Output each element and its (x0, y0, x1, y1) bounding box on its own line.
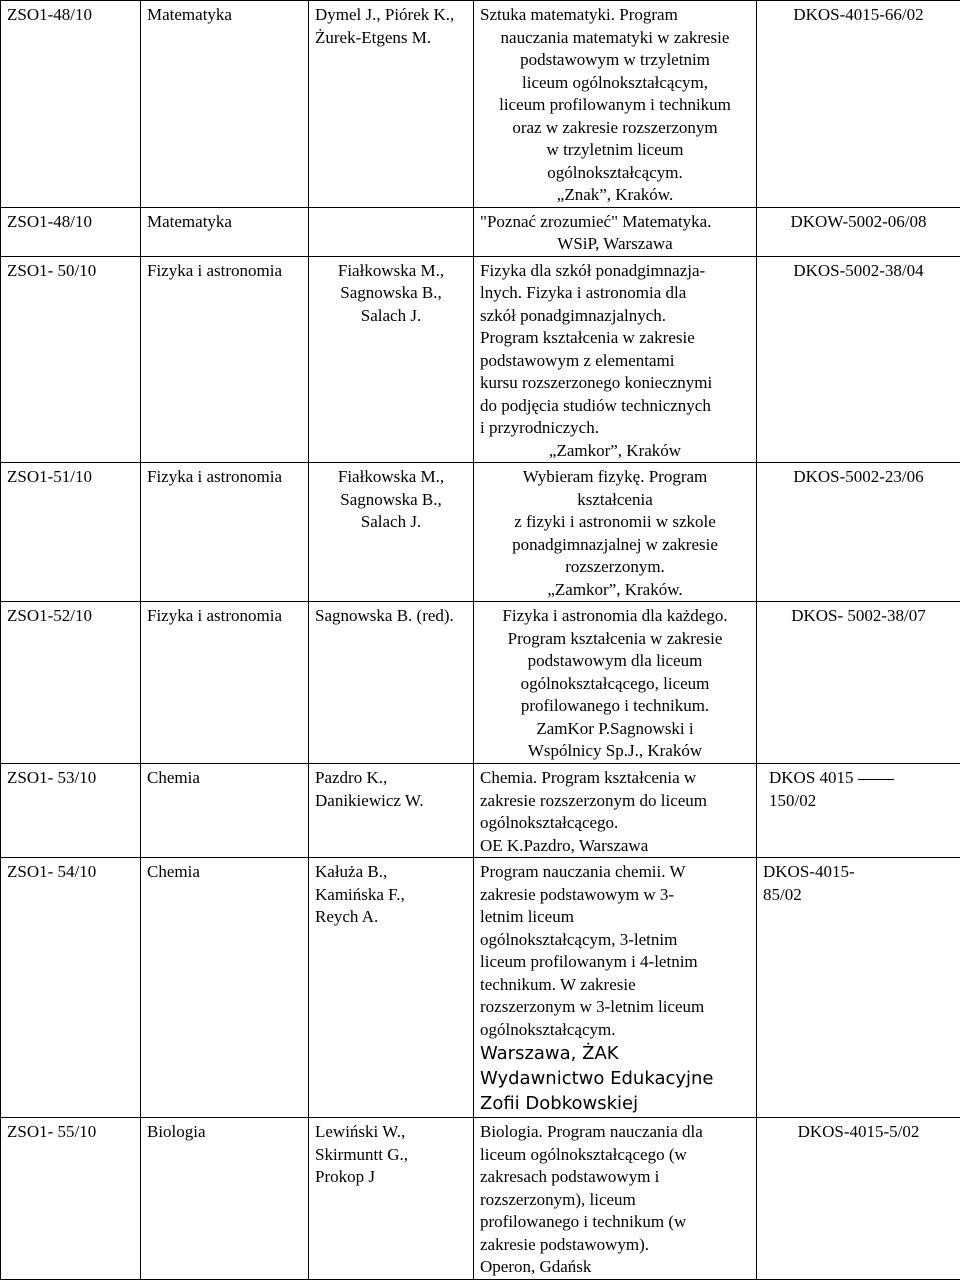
author-line: Żurek-Etgens M. (315, 27, 467, 50)
author-line: Sagnowska B. (red). (315, 605, 467, 628)
program-code: ZSO1- 54/10 (1, 858, 141, 1118)
program-publisher: Wspólnicy Sp.J., Kraków (480, 740, 750, 763)
table-row (1, 1118, 960, 1280)
author-line: Sagnowska B., (315, 489, 467, 512)
approval-number (757, 764, 960, 858)
program-code: ZSO1- 55/10 (1, 1118, 141, 1280)
program-line: zakresie podstawowym). (480, 1234, 750, 1257)
table-row (1, 858, 960, 1118)
program-line: Chemia. Program kształcenia w (480, 767, 750, 790)
authors (309, 602, 474, 764)
program-code: ZSO1- 50/10 (1, 256, 141, 463)
program-publisher: Warszawa, ŻAK (480, 1041, 750, 1066)
authors (309, 256, 474, 463)
program-line: liceum profilowanym i technikum (480, 94, 750, 117)
program-code: ZSO1-48/10 (1, 1, 141, 208)
program-line: w trzyletnim liceum (480, 139, 750, 162)
program-line: liceum ogólnokształcącym, (480, 72, 750, 95)
program-line: do podjęcia studiów technicznych (480, 395, 750, 418)
approval-line: 85/02 (763, 884, 954, 907)
program-code: ZSO1-51/10 (1, 463, 141, 602)
author-line: Fiałkowska M., (315, 260, 467, 283)
program-publisher: „Zamkor”, Kraków. (480, 579, 750, 602)
author-line: Kałuża B., (315, 861, 467, 884)
program-code: ZSO1-52/10 (1, 602, 141, 764)
subject: Matematyka (141, 207, 309, 256)
program-line: zakresie podstawowym w 3- (480, 884, 750, 907)
program-line: Program kształcenia w zakresie (480, 327, 750, 350)
subject: Chemia (141, 858, 309, 1118)
authors (309, 1, 474, 208)
author-line: Dymel J., Piórek K., (315, 4, 467, 27)
program-line: Program nauczania chemii. W (480, 861, 750, 884)
program-line: ogólnokształcącego, liceum (480, 673, 750, 696)
author-line: Salach J. (315, 305, 467, 328)
authors (309, 764, 474, 858)
program-line: ZamKor P.Sagnowski i (480, 718, 750, 741)
program-publisher: „Zamkor”, Kraków (480, 440, 750, 463)
program-description (474, 858, 757, 1118)
program-line: liceum profilowanym i 4-letnim (480, 951, 750, 974)
program-line: kursu rozszerzonego koniecznymi (480, 372, 750, 395)
program-line: Program kształcenia w zakresie (480, 628, 750, 651)
program-line: ogólnokształcącego. (480, 812, 750, 835)
table-row (1, 764, 960, 858)
program-description (474, 1118, 757, 1280)
program-line: profilowanego i technikum (w (480, 1211, 750, 1234)
approval-number: DKOS- 5002-38/07 (757, 602, 960, 764)
program-line: rozszerzonym), liceum (480, 1189, 750, 1212)
author-line: Lewiński W., (315, 1121, 467, 1144)
approval-number: DKOS-5002-23/06 (757, 463, 960, 602)
program-line: Biologia. Program nauczania dla (480, 1121, 750, 1144)
approval-line: DKOS 4015 (769, 767, 954, 790)
program-description (474, 602, 757, 764)
subject: Fizyka i astronomia (141, 602, 309, 764)
program-line: kształcenia (480, 489, 750, 512)
program-description (474, 207, 757, 256)
approval-line: DKOS-4015- (763, 861, 954, 884)
program-publisher: Zofii Dobkowskiej (480, 1091, 750, 1116)
program-description (474, 764, 757, 858)
program-line: rozszerzonym w 3-letnim liceum (480, 996, 750, 1019)
program-line: Sztuka matematyki. Program (480, 4, 750, 27)
author-line: Salach J. (315, 511, 467, 534)
author-line: Reych A. (315, 906, 467, 929)
program-line: letnim liceum (480, 906, 750, 929)
program-line: lnych. Fizyka i astronomia dla (480, 282, 750, 305)
program-description (474, 463, 757, 602)
program-line: profilowanego i technikum. (480, 695, 750, 718)
program-code: ZSO1- 53/10 (1, 764, 141, 858)
approval-number: DKOS-5002-38/04 (757, 256, 960, 463)
program-line: szkół ponadgimnazjalnych. (480, 305, 750, 328)
author-line: Sagnowska B., (315, 282, 467, 305)
program-line: technikum. W zakresie (480, 974, 750, 997)
subject: Biologia (141, 1118, 309, 1280)
approval-number (757, 858, 960, 1118)
approval-number: DKOS-4015-66/02 (757, 1, 960, 208)
program-line: oraz w zakresie rozszerzonym (480, 117, 750, 140)
table-row (1, 1, 960, 208)
table-row (1, 463, 960, 602)
author-line: Danikiewicz W. (315, 790, 467, 813)
program-line: ogólnokształcącym. (480, 1019, 750, 1042)
author-line: Fiałkowska M., (315, 466, 467, 489)
program-line: zakresach podstawowym i (480, 1166, 750, 1189)
program-publisher: Wydawnictwo Edukacyjne (480, 1066, 750, 1091)
program-line: ogólnokształcącym, 3-letnim (480, 929, 750, 952)
program-line: podstawowym z elementami (480, 350, 750, 373)
authors (309, 463, 474, 602)
program-line: podstawowym dla liceum (480, 650, 750, 673)
subject: Matematyka (141, 1, 309, 208)
program-publisher: Operon, Gdańsk (480, 1256, 750, 1279)
authors (309, 207, 474, 256)
program-line: "Poznać zrozumieć" Matematyka. (480, 211, 750, 234)
subject: Fizyka i astronomia (141, 463, 309, 602)
program-publisher: „Znak”, Kraków. (480, 184, 750, 207)
program-publisher: OE K.Pazdro, Warszawa (480, 835, 750, 858)
program-line: rozszerzonym. (480, 556, 750, 579)
authors (309, 858, 474, 1118)
underline-rule (858, 779, 894, 780)
approval-line: 150/02 (769, 790, 954, 813)
program-line: ogólnokształcącym. (480, 162, 750, 185)
program-line: zakresie rozszerzonym do liceum (480, 790, 750, 813)
table-row (1, 207, 960, 256)
author-line: Prokop J (315, 1166, 467, 1189)
program-code: ZSO1-48/10 (1, 207, 141, 256)
program-line: i przyrodniczych. (480, 417, 750, 440)
author-line: Pazdro K., (315, 767, 467, 790)
program-line: podstawowym w trzyletnim (480, 49, 750, 72)
subject: Fizyka i astronomia (141, 256, 309, 463)
program-line: z fizyki i astronomii w szkole (480, 511, 750, 534)
program-publisher: WSiP, Warszawa (480, 233, 750, 256)
program-line: ponadgimnazjalnej w zakresie (480, 534, 750, 557)
approval-number: DKOS-4015-5/02 (757, 1118, 960, 1280)
program-description (474, 1, 757, 208)
program-line: Fizyka i astronomia dla każdego. (480, 605, 750, 628)
approval-number: DKOW-5002-06/08 (757, 207, 960, 256)
program-line: nauczania matematyki w zakresie (480, 27, 750, 50)
author-line: Kamińska F., (315, 884, 467, 907)
table-row (1, 602, 960, 764)
program-line: Fizyka dla szkół ponadgimnazja- (480, 260, 750, 283)
program-line: Wybieram fizykę. Program (480, 466, 750, 489)
author-line: Skirmuntt G., (315, 1144, 467, 1167)
authors (309, 1118, 474, 1280)
subject: Chemia (141, 764, 309, 858)
program-description (474, 256, 757, 463)
table-row (1, 256, 960, 463)
program-line: liceum ogólnokształcącego (w (480, 1144, 750, 1167)
